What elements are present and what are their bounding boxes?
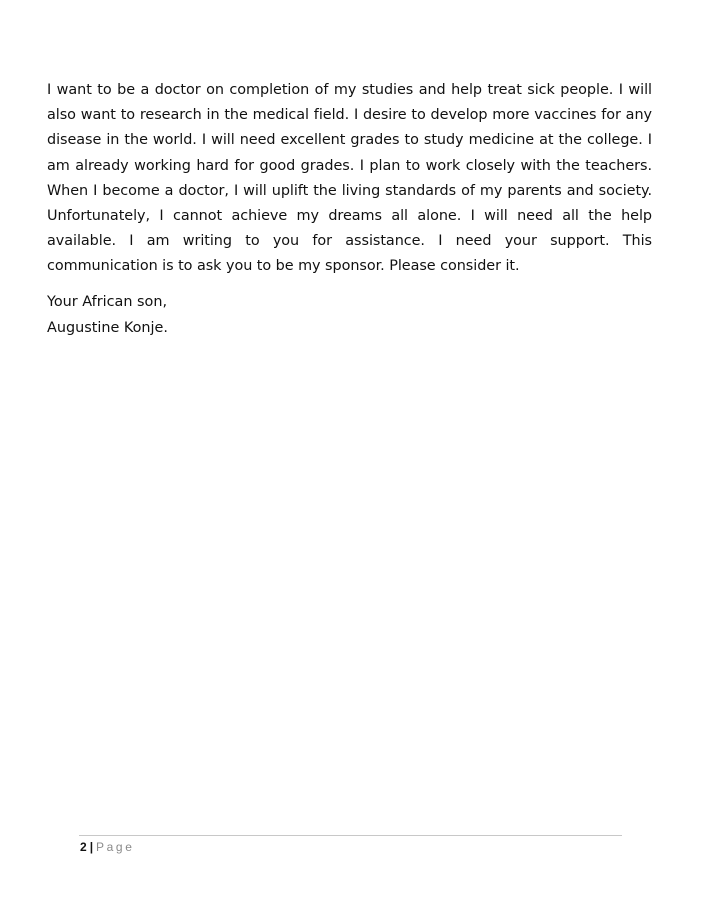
signature-name: Augustine Konje. — [47, 320, 168, 336]
footer-separator: | — [89, 840, 94, 854]
footer-divider — [79, 835, 622, 836]
letter-body-paragraph: I want to be a doctor on completion of my studies and help treat sick people. I will also want to research in the medical field. I desire to develop more vaccines for any disease in the world. I will need excellent grades to study medicine at the college. I am already working hard for good grades. I plan to work closely with the teachers. When I become a doctor, I will uplift the living standards of my parents and society. Unfortunately, I cannot achieve my dreams all alone. I will need all the help available. I am writing to you for assistance. I need your support. This communication is to ask you to be my sponsor. Please consider it. — [47, 82, 652, 275]
page-number: 2 — [80, 840, 87, 854]
closing-line: Your African son, — [47, 294, 168, 310]
letter-closing — [47, 289, 168, 341]
page-footer — [80, 839, 134, 855]
page-label: Page — [96, 840, 135, 854]
